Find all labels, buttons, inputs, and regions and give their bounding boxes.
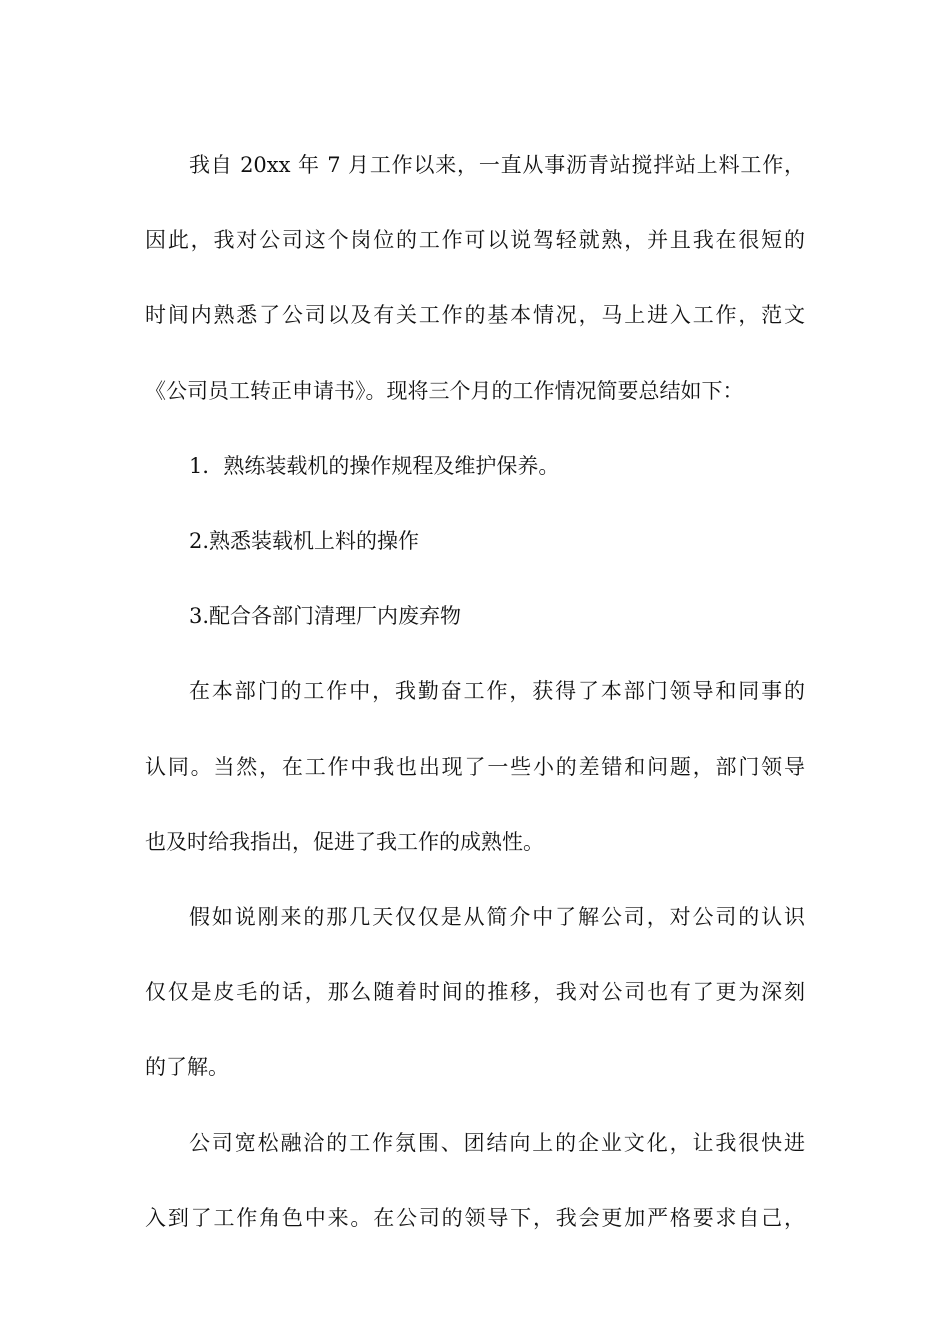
text-line: 在本部门的工作中，我勤奋工作，获得了本部门领导和同事的 [189,679,805,704]
text-line: 认同。当然，在工作中我也出现了一些小的差错和问题，部门领导 [145,754,805,779]
text-line: 《公司员工转正申请书》。现将三个月的工作情况简要总结如下： [145,378,744,403]
text-line: 入到了工作角色中来。在公司的领导下，我会更加严格要求自己， [145,1205,805,1230]
paragraph-intro [145,128,805,429]
list-item: 1．熟练装载机的操作规程及维护保养。 [189,453,560,478]
paragraph-culture [145,1106,805,1256]
text-line: 的了解。 [145,1055,229,1080]
text-line: 仅仅是皮毛的话，那么随着时间的推移，我对公司也有了更为深刻 [145,980,805,1005]
text-line: 因此，我对公司这个岗位的工作可以说驾轻就熟，并且我在很短的 [145,228,805,253]
paragraph-understanding [145,880,805,1106]
list-item: 2.熟悉装载机上料的操作 [189,529,420,554]
text-line: 时间内熟悉了公司以及有关工作的基本情况，马上进入工作，范文 [145,303,805,328]
text-line: 也及时给我指出，促进了我工作的成熟性。 [145,829,544,854]
list-item: 3.配合各部门清理厂内废弃物 [189,604,462,629]
text-line: 公司宽松融洽的工作氛围、团结向上的企业文化，让我很快进 [189,1130,805,1155]
document-body [145,128,805,1256]
text-line: 假如说刚来的那几天仅仅是从简介中了解公司，对公司的认识 [189,905,805,930]
paragraph-department [145,654,805,880]
text-line: 我自 20xx 年 7 月工作以来，一直从事沥青站搅拌站上料工作， [189,153,805,177]
